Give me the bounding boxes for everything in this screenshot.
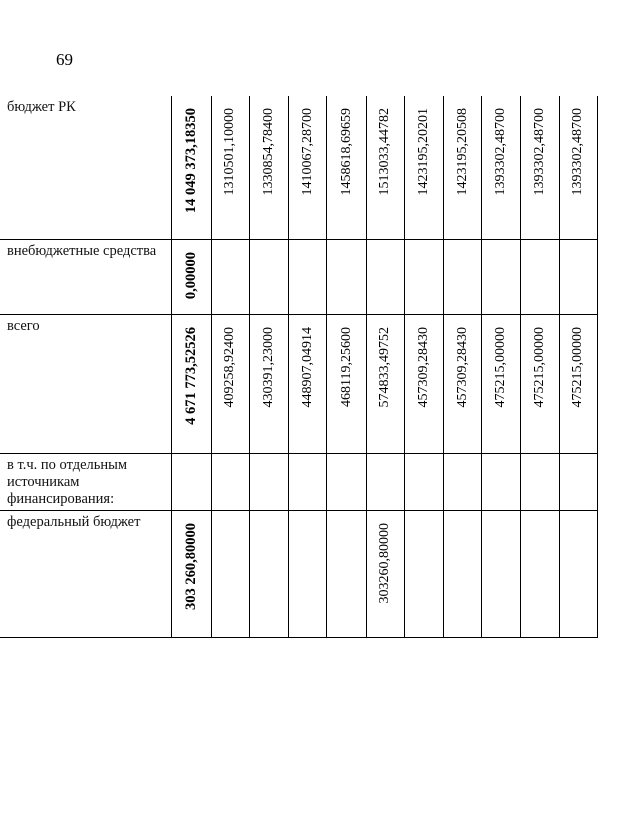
- year-cell: [559, 96, 597, 239]
- total-cell: [171, 510, 211, 637]
- year-cell: [289, 314, 327, 453]
- total-cell: [171, 314, 211, 453]
- year-cell: [559, 239, 597, 314]
- year-cell: [444, 96, 482, 239]
- year-cell: [366, 96, 404, 239]
- year-value: 457309,28430: [454, 326, 470, 407]
- total-value: 303 260,80000: [183, 522, 200, 610]
- year-cell: [289, 510, 327, 637]
- year-value: 1410067,28700: [299, 108, 315, 196]
- year-cell: [521, 510, 559, 637]
- year-cell: [289, 453, 327, 510]
- row-label: внебюджетные средства: [7, 242, 157, 259]
- year-cell: [404, 510, 443, 637]
- year-value: 1513033,44782: [377, 108, 393, 196]
- row-extrabudgetary: [0, 239, 598, 314]
- year-value: 475215,00000: [493, 326, 509, 407]
- row-label-cell: [0, 239, 171, 314]
- year-cell: [444, 314, 482, 453]
- year-cell: [521, 453, 559, 510]
- year-cell: [559, 453, 597, 510]
- year-cell: [444, 239, 482, 314]
- year-cell: [211, 239, 249, 314]
- year-cell: [444, 453, 482, 510]
- year-value: 1393302,48700: [493, 108, 509, 196]
- row-federal-budget: [0, 510, 598, 637]
- year-cell: [327, 314, 366, 453]
- year-value: 430391,23000: [261, 326, 277, 407]
- year-cell: [249, 510, 288, 637]
- year-cell: [327, 96, 366, 239]
- budget-table: [0, 96, 598, 638]
- row-total: [0, 314, 598, 453]
- year-cell: [249, 96, 288, 239]
- year-cell: [404, 96, 443, 239]
- year-cell: [249, 239, 288, 314]
- year-cell: [404, 314, 443, 453]
- year-value: 457309,28430: [415, 326, 431, 407]
- year-value: 1393302,48700: [570, 108, 586, 196]
- year-cell: [211, 453, 249, 510]
- year-cell: [249, 453, 288, 510]
- row-label-cell: [0, 453, 171, 510]
- row-label-cell: [0, 96, 171, 239]
- total-cell: [171, 239, 211, 314]
- year-cell: [327, 453, 366, 510]
- year-cell: [482, 314, 521, 453]
- total-cell: [171, 96, 211, 239]
- year-cell: [366, 510, 404, 637]
- row-label-cell: [0, 510, 171, 637]
- year-cell: [482, 239, 521, 314]
- year-cell: [444, 510, 482, 637]
- year-value: 448907,04914: [299, 326, 315, 407]
- year-value: 1458618,69659: [338, 108, 354, 196]
- year-cell: [559, 510, 597, 637]
- year-cell: [404, 453, 443, 510]
- year-value: 303260,80000: [377, 522, 393, 603]
- year-cell: [327, 239, 366, 314]
- year-cell: [521, 96, 559, 239]
- year-cell: [559, 314, 597, 453]
- total-value: 14 049 373,18350: [183, 108, 200, 214]
- year-cell: [211, 96, 249, 239]
- year-value: 1310501,10000: [222, 108, 238, 196]
- row-label: всего: [7, 317, 40, 334]
- total-cell: [171, 453, 211, 510]
- year-value: 574833,49752: [377, 326, 393, 407]
- year-cell: [289, 96, 327, 239]
- row-label: федеральный бюджет: [7, 513, 141, 530]
- total-value: 4 671 773,52526: [183, 326, 200, 425]
- year-cell: [249, 314, 288, 453]
- page-number: 69: [56, 50, 73, 69]
- year-value: 1393302,48700: [532, 108, 548, 196]
- year-value: 409258,92400: [222, 326, 238, 407]
- year-cell: [482, 453, 521, 510]
- year-cell: [211, 510, 249, 637]
- year-cell: [366, 314, 404, 453]
- year-value: 1423195,20201: [415, 108, 431, 196]
- year-value: 468119,25600: [338, 326, 354, 407]
- total-value: 0,00000: [183, 251, 200, 299]
- year-cell: [366, 239, 404, 314]
- year-cell: [327, 510, 366, 637]
- year-value: 475215,00000: [570, 326, 586, 407]
- year-cell: [211, 314, 249, 453]
- year-cell: [482, 96, 521, 239]
- year-value: 1423195,20508: [454, 108, 470, 196]
- year-cell: [521, 314, 559, 453]
- year-cell: [366, 453, 404, 510]
- row-label-cell: [0, 314, 171, 453]
- year-cell: [482, 510, 521, 637]
- row-by-source: [0, 453, 598, 510]
- year-value: 1330854,78400: [261, 108, 277, 196]
- year-value: 475215,00000: [532, 326, 548, 407]
- year-cell: [521, 239, 559, 314]
- year-cell: [289, 239, 327, 314]
- year-cell: [404, 239, 443, 314]
- row-budget-rk: [0, 96, 598, 239]
- row-label: в т.ч. по отдельным источникам финансирования:: [7, 456, 128, 507]
- row-label: бюджет РК: [7, 99, 76, 115]
